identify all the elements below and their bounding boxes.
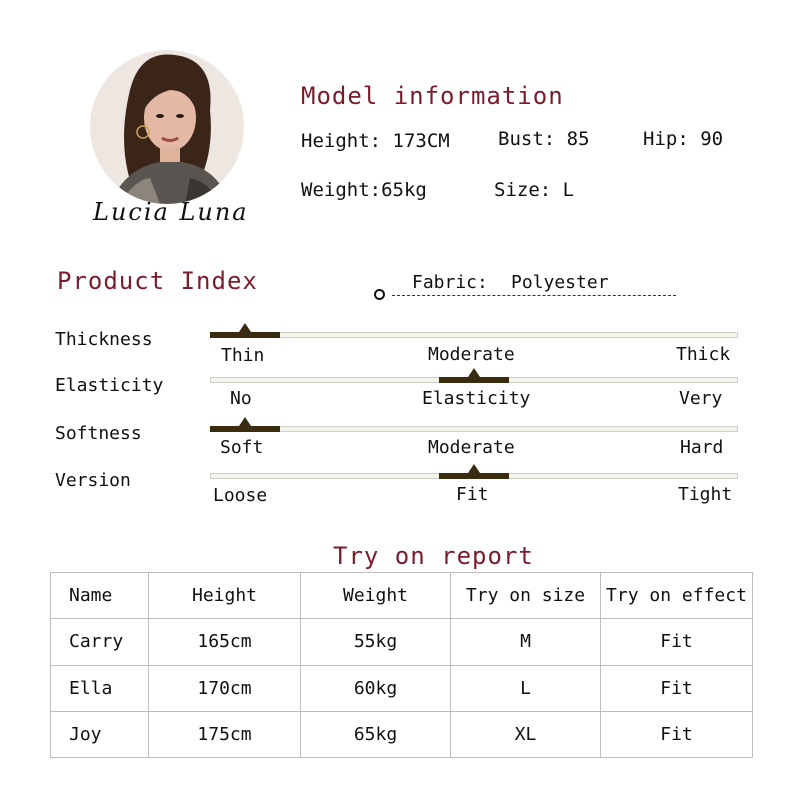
fabric-info bbox=[374, 272, 684, 302]
fabric-label: Fabric: bbox=[412, 272, 488, 293]
scale-mark-low: Soft bbox=[220, 437, 264, 458]
table-cell: XL bbox=[451, 711, 601, 757]
table-cell: L bbox=[451, 665, 601, 711]
table-cell: Ella bbox=[51, 665, 149, 711]
scale-mark-high: Very bbox=[679, 388, 723, 409]
table-cell: 55kg bbox=[301, 619, 451, 665]
index-scale-indicator bbox=[210, 332, 280, 338]
index-label: Thickness bbox=[55, 329, 153, 350]
scale-mark-mid: Moderate bbox=[428, 344, 515, 365]
index-label: Elasticity bbox=[55, 375, 164, 396]
model-photo bbox=[90, 50, 244, 204]
table-cell: Fit bbox=[601, 711, 753, 757]
table-cell: 165cm bbox=[149, 619, 301, 665]
scale-mark-low: Thin bbox=[221, 345, 265, 366]
table-header-cell: Name bbox=[51, 573, 149, 619]
index-scale-bar bbox=[210, 377, 738, 383]
fabric-value: Polyester bbox=[511, 272, 609, 293]
table-row bbox=[51, 665, 753, 711]
scale-mark-mid: Moderate bbox=[428, 437, 515, 458]
model-info-heading: Model information bbox=[301, 82, 564, 110]
index-label: Softness bbox=[55, 423, 142, 444]
table-row bbox=[51, 619, 753, 665]
indicator-triangle-icon bbox=[239, 417, 251, 426]
indicator-triangle-icon bbox=[239, 323, 251, 332]
scale-mark-high: Thick bbox=[676, 344, 731, 365]
table-header-cell: Height bbox=[149, 573, 301, 619]
index-scale-indicator bbox=[439, 473, 509, 479]
index-scale-bar bbox=[210, 426, 738, 432]
index-scale-indicator bbox=[439, 377, 509, 383]
table-cell: Fit bbox=[601, 665, 753, 711]
table-header-row bbox=[51, 573, 753, 619]
indicator-triangle-icon bbox=[468, 464, 480, 473]
scale-mark-low: Loose bbox=[213, 485, 268, 506]
table-row bbox=[51, 711, 753, 757]
index-label: Version bbox=[55, 470, 131, 491]
table-cell: 170cm bbox=[149, 665, 301, 711]
index-scale-bar bbox=[210, 473, 738, 479]
try-on-report-heading: Try on report bbox=[333, 542, 534, 570]
scale-mark-low: No bbox=[230, 388, 252, 409]
scale-mark-high: Tight bbox=[678, 484, 733, 505]
table-cell: 175cm bbox=[149, 711, 301, 757]
model-portrait-image bbox=[90, 50, 244, 204]
table-cell: Joy bbox=[51, 711, 149, 757]
model-signature: Lucia Luna bbox=[93, 198, 249, 226]
table-cell: M bbox=[451, 619, 601, 665]
table-header-cell: Try on size bbox=[451, 573, 601, 619]
table-header-cell: Try on effect bbox=[601, 573, 753, 619]
index-scale-indicator bbox=[210, 426, 280, 432]
table-cell: 65kg bbox=[301, 711, 451, 757]
model-weight: Weight:65kg bbox=[301, 179, 427, 201]
product-index-heading: Product Index bbox=[57, 267, 258, 295]
index-scale-bar bbox=[210, 332, 738, 338]
dashed-divider bbox=[392, 295, 676, 296]
table-cell: Carry bbox=[51, 619, 149, 665]
model-height: Height: 173CM bbox=[301, 130, 450, 152]
indicator-triangle-icon bbox=[468, 368, 480, 377]
scale-mark-high: Hard bbox=[680, 437, 724, 458]
scale-mark-mid: Elasticity bbox=[422, 388, 531, 409]
table-header-cell: Weight bbox=[301, 573, 451, 619]
try-on-table bbox=[50, 572, 753, 758]
scale-mark-mid: Fit bbox=[456, 484, 489, 505]
model-bust: Bust: 85 bbox=[498, 128, 590, 150]
table-cell: 60kg bbox=[301, 665, 451, 711]
table-cell: Fit bbox=[601, 619, 753, 665]
bullet-circle-icon bbox=[374, 289, 385, 300]
model-hip: Hip: 90 bbox=[643, 128, 724, 150]
model-size: Size: L bbox=[494, 179, 575, 201]
